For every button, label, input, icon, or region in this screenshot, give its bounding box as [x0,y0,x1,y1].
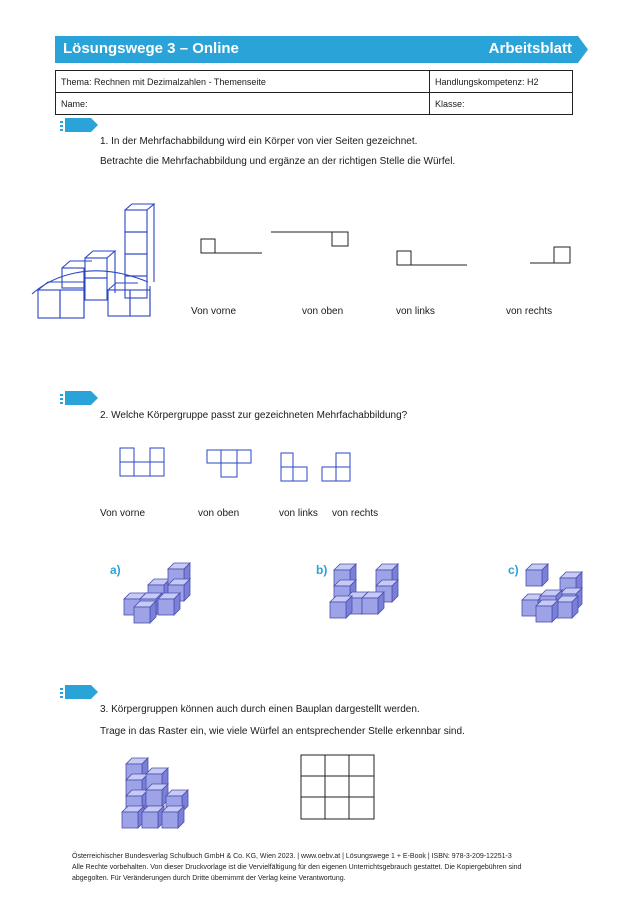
task2-view-front-label: Von vorne [100,508,146,519]
task1-view-left-label: von links [396,306,435,317]
option-b-cube-group[interactable] [330,560,410,622]
topic-cell: Thema: Rechnen mit Dezimalzahlen - Themenseite [56,71,430,93]
task2-view-top-sketch [205,448,257,482]
task3-instruction-2: Trage in das Raster ein, wie viele Würfel an entsprechender Stelle erkennbar sind. [100,726,465,737]
view-front-drawing [196,236,264,256]
task-marker-1 [60,118,98,132]
class-field[interactable]: Klasse: [430,93,573,115]
task2-view-front-sketch [118,446,170,480]
task2-view-left-label: von links [279,508,318,519]
footer-line-3: abgegolten. Für Veränderungen durch Dritte übernimmt der Verlag keine Verantwortung. [72,875,346,882]
option-c-label[interactable]: c) [508,563,519,577]
task2-view-right-label: von rechts [332,508,379,519]
worksheet-series-title: Lösungswege 3 – Online [63,40,239,57]
option-b-label[interactable]: b) [316,563,328,577]
option-c-cube-group[interactable] [516,560,596,622]
view-right-drawing [528,244,574,266]
task1-instruction-1: 1. In der Mehrfachabbildung wird ein Körper von vier Seiten gezeichnet. [100,136,418,147]
task2-view-top-label: von oben [198,508,240,519]
task3-answer-grid[interactable] [300,754,376,822]
task-marker-3 [60,685,98,699]
task1-view-front-label: Von vorne [191,306,237,317]
view-left-drawing [393,248,469,268]
task3-cube-group [118,754,198,836]
task2-view-right-sketch [320,451,354,485]
option-a-label[interactable]: a) [110,563,121,577]
task1-view-top-label: von oben [302,306,344,317]
task1-cube-sketch [30,198,160,328]
competence-cell: Handlungskompetenz: H2 [430,71,573,93]
footer-line-1: Österreichischer Bundesverlag Schulbuch GmbH & Co. KG, Wien 2023. | www.oebv.at | Lösungswege 1 + E-Book | ISBN: 978-3-209-12251-3 [72,853,512,860]
task2-view-left-sketch [279,451,313,485]
task1-instruction-2: Betrachte die Mehrfachabbildung und ergänze an der richtigen Stelle die Würfel. [100,156,456,167]
option-a-cube-group[interactable] [118,563,200,625]
task3-instruction-1: 3. Körpergruppen können auch durch einen Bauplan dargestellt werden. [100,704,420,715]
footer-line-2: Alle Rechte vorbehalten. Von dieser Druckvorlage ist die Vervielfältigung für den eigenen Unterrichtsgebrauch gestattet. Die Kopiergebühren sind [72,864,522,871]
info-table [55,70,573,115]
view-top-drawing [268,228,352,250]
task2-instruction: 2. Welche Körpergruppe passt zur gezeichneten Mehrfachabbildung? [100,410,408,421]
name-field[interactable]: Name: [56,93,430,115]
header-banner [55,36,588,63]
task-marker-2 [60,391,98,405]
task1-view-right-label: von rechts [506,306,553,317]
worksheet-type-label: Arbeitsblatt [488,40,572,57]
footer-copyright [72,851,592,884]
